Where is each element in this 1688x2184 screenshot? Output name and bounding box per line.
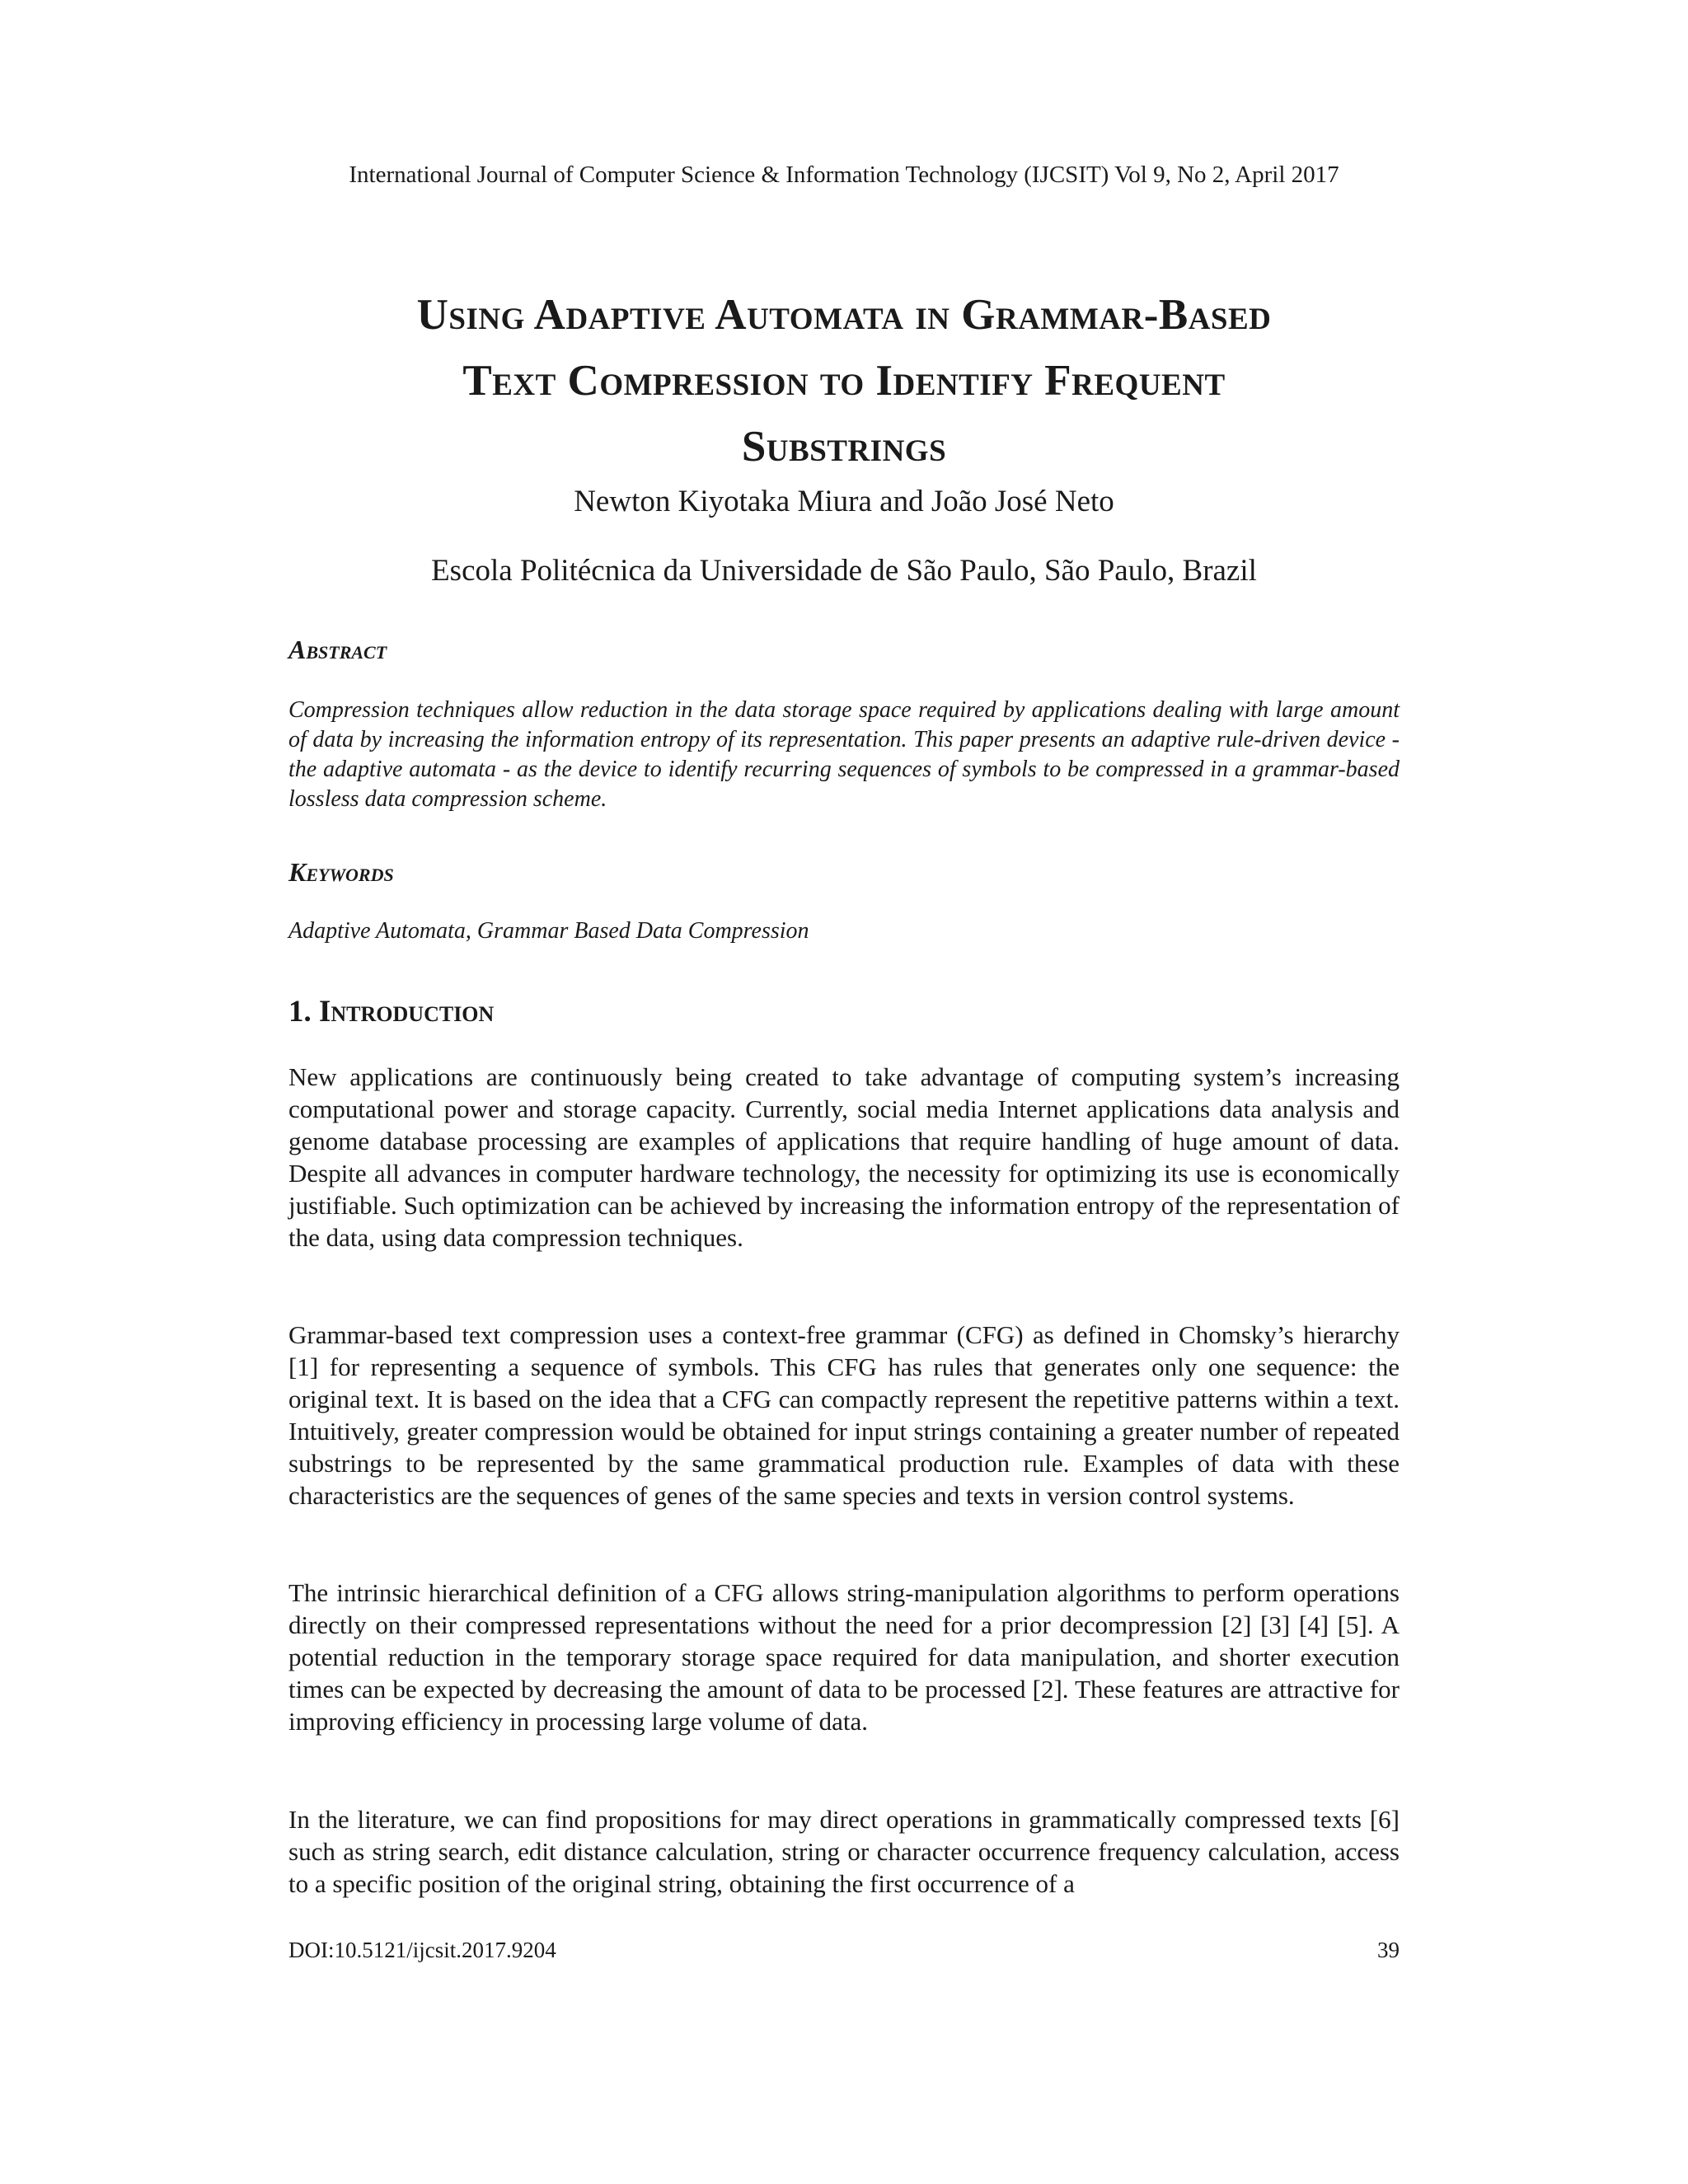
- page-number: 39: [1377, 1938, 1400, 1962]
- title-line: Substrings: [741, 423, 947, 471]
- keywords-text: Adaptive Automata, Grammar Based Data Compression: [288, 918, 809, 944]
- authors: Newton Kiyotaka Miura and João José Neto: [574, 485, 1114, 518]
- affiliation: Escola Politécnica da Universidade de São Paulo, São Paulo, Brazil: [431, 554, 1257, 588]
- introduction-heading: 1. Introduction: [288, 995, 495, 1029]
- intro-paragraph-4: In the literature, we can find propositions for may direct operations in grammatically compressed texts [6] such as string search, edit distance calculation, string or character occurrence frequency calculation, access to a specific position of the original string, obtaining the first occurrence of a: [288, 1805, 1400, 1898]
- keywords-heading: Keywords: [288, 857, 394, 887]
- intro-paragraph-2: Grammar-based text compression uses a context-free grammar (CFG) as defined in Chomsky’s hierarchy [1] for representing a sequence of symbols. This CFG has rules that generates only one sequence: the original text. It is based on the idea that a CFG can compactly represent the repetitive patterns within a text. Intuitively, greater compression would be obtained for input strings containing a greater number of repeated substrings to be represented by the same grammatical production rule. Examples of data with these characteristics are the sequences of genes of the same species and texts in version control systems.: [288, 1320, 1400, 1510]
- abstract-heading: Abstract: [288, 635, 387, 664]
- intro-paragraph-1: New applications are continuously being created to take advantage of computing system’s increasing computational power and storage capacity. Currently, social media Internet applications data analysis and genome database processing are examples of applications that require handling of huge amount of data. Despite all advances in computer hardware technology, the necessity for optimizing its use is economically justifiable. Such optimization can be achieved by increasing the information entropy of the representation of the data, using data compression techniques.: [288, 1062, 1400, 1252]
- intro-paragraph-3: The intrinsic hierarchical definition of a CFG allows string-manipulation algorithms to perform operations directly on their compressed representations without the need for a prior decompression [2] [3] [4] [5]. A potential reduction in the temporary storage space required for data manipulation, and shorter execution times can be expected by decreasing the amount of data to be processed [2]. These features are attractive for improving efficiency in processing large volume of data.: [288, 1578, 1400, 1736]
- title-line: Using Adaptive Automata in Grammar-Based: [416, 291, 1272, 339]
- title-line: Text Compression to Identify Frequent: [462, 357, 1226, 405]
- paper-title: [247, 282, 1441, 480]
- running-header: International Journal of Computer Science & Information Technology (IJCSIT) Vol 9, No 2, April 2017: [349, 162, 1339, 188]
- abstract-text: Compression techniques allow reduction in the data storage space required by applications dealing with large amount of data by increasing the information entropy of its representation. This paper presents an adaptive rule-driven device - the adaptive automata - as the device to identify recurring sequences of symbols to be compressed in a grammar-based lossless data compression scheme.: [288, 697, 1400, 812]
- footer-doi: DOI:10.5121/ijcsit.2017.9204: [288, 1938, 556, 1962]
